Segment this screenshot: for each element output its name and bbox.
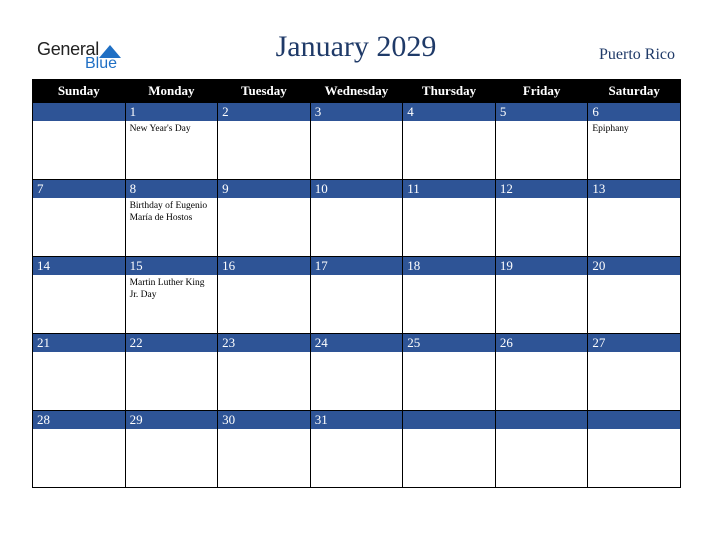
day-number bbox=[588, 411, 680, 429]
calendar-day-cell bbox=[310, 334, 403, 411]
calendar-week-row bbox=[33, 103, 681, 180]
calendar-day-cell bbox=[125, 103, 218, 180]
holiday-label: Birthday of Eugenio María de Hostos bbox=[129, 201, 208, 223]
weekday-monday: Monday bbox=[125, 80, 218, 103]
day-number: 7 bbox=[33, 180, 125, 198]
holiday-label bbox=[403, 198, 495, 200]
holiday-label bbox=[311, 198, 403, 200]
day-number: 22 bbox=[126, 334, 218, 352]
calendar-week-row bbox=[33, 180, 681, 257]
calendar-day-cell bbox=[218, 334, 311, 411]
day-number: 23 bbox=[218, 334, 310, 352]
holiday-label bbox=[496, 429, 588, 431]
holiday-label bbox=[496, 275, 588, 277]
day-number bbox=[403, 411, 495, 429]
day-number: 4 bbox=[403, 103, 495, 121]
calendar-day-cell bbox=[125, 257, 218, 334]
day-number: 18 bbox=[403, 257, 495, 275]
day-number: 24 bbox=[311, 334, 403, 352]
holiday-label bbox=[218, 275, 310, 277]
calendar-day-cell bbox=[495, 411, 588, 488]
weekday-wednesday: Wednesday bbox=[310, 80, 403, 103]
calendar-day-cell bbox=[495, 334, 588, 411]
calendar-week-row bbox=[33, 334, 681, 411]
day-number: 28 bbox=[33, 411, 125, 429]
logo-text-blue: Blue bbox=[85, 55, 118, 72]
day-number: 1 bbox=[126, 103, 218, 121]
day-number: 9 bbox=[218, 180, 310, 198]
holiday-label bbox=[311, 275, 403, 277]
holiday-label bbox=[403, 275, 495, 277]
calendar-day-cell bbox=[495, 180, 588, 257]
calendar-day-cell bbox=[218, 103, 311, 180]
holiday-label bbox=[311, 429, 403, 431]
calendar-day-cell bbox=[495, 257, 588, 334]
holiday-label bbox=[218, 352, 310, 354]
calendar-day-cell bbox=[588, 103, 681, 180]
calendar-day-cell bbox=[218, 411, 311, 488]
calendar-day-cell bbox=[33, 411, 126, 488]
day-number: 29 bbox=[126, 411, 218, 429]
day-number: 10 bbox=[311, 180, 403, 198]
holiday-label bbox=[311, 121, 403, 123]
calendar-day-cell bbox=[403, 180, 496, 257]
holiday-label bbox=[496, 352, 588, 354]
calendar-day-cell bbox=[33, 103, 126, 180]
day-number: 6 bbox=[588, 103, 680, 121]
holiday-label bbox=[33, 429, 125, 431]
calendar-day-cell bbox=[403, 411, 496, 488]
weekday-thursday: Thursday bbox=[403, 80, 496, 103]
holiday-label: Martin Luther King Jr. Day bbox=[129, 278, 205, 300]
holiday-label bbox=[403, 121, 495, 123]
day-number: 17 bbox=[311, 257, 403, 275]
calendar-day-cell bbox=[403, 103, 496, 180]
holiday-label bbox=[311, 352, 403, 354]
calendar-week-row bbox=[33, 411, 681, 488]
day-number: 16 bbox=[218, 257, 310, 275]
calendar-title: January 2029 bbox=[275, 30, 437, 63]
day-number: 26 bbox=[496, 334, 588, 352]
holiday-label bbox=[588, 198, 680, 200]
holiday-label bbox=[588, 352, 680, 354]
day-number: 11 bbox=[403, 180, 495, 198]
weekday-sunday: Sunday bbox=[33, 80, 126, 103]
holiday-label bbox=[218, 429, 310, 431]
calendar-day-cell bbox=[218, 180, 311, 257]
holiday-label bbox=[218, 121, 310, 123]
calendar-day-cell bbox=[403, 257, 496, 334]
region-label: Puerto Rico bbox=[599, 46, 675, 63]
calendar-day-cell bbox=[588, 334, 681, 411]
day-number: 12 bbox=[496, 180, 588, 198]
calendar-day-cell bbox=[495, 103, 588, 180]
calendar-day-cell bbox=[310, 180, 403, 257]
day-number: 15 bbox=[126, 257, 218, 275]
day-number: 2 bbox=[218, 103, 310, 121]
day-number bbox=[496, 411, 588, 429]
calendar-day-cell bbox=[588, 411, 681, 488]
weekday-header-row bbox=[33, 80, 681, 103]
holiday-label bbox=[33, 275, 125, 277]
weekday-tuesday: Tuesday bbox=[218, 80, 311, 103]
holiday-label bbox=[496, 198, 588, 200]
day-number: 27 bbox=[588, 334, 680, 352]
day-number bbox=[33, 103, 125, 121]
day-number: 30 bbox=[218, 411, 310, 429]
logo-text-general: General bbox=[37, 39, 99, 59]
holiday-label bbox=[33, 198, 125, 200]
holiday-label bbox=[126, 429, 218, 431]
calendar-day-cell bbox=[310, 257, 403, 334]
holiday-label: New Year's Day bbox=[129, 124, 191, 134]
holiday-label bbox=[33, 121, 125, 123]
holiday-label bbox=[588, 429, 680, 431]
holiday-label bbox=[126, 352, 218, 354]
weekday-saturday: Saturday bbox=[588, 80, 681, 103]
calendar-day-cell bbox=[125, 334, 218, 411]
holiday-label bbox=[218, 198, 310, 200]
holiday-label bbox=[588, 275, 680, 277]
calendar-day-cell bbox=[33, 257, 126, 334]
calendar-day-cell bbox=[33, 180, 126, 257]
day-number: 5 bbox=[496, 103, 588, 121]
calendar-week-row bbox=[33, 257, 681, 334]
weekday-friday: Friday bbox=[495, 80, 588, 103]
day-number: 31 bbox=[311, 411, 403, 429]
day-number: 21 bbox=[33, 334, 125, 352]
holiday-label: Epiphany bbox=[592, 124, 629, 134]
calendar-day-cell bbox=[218, 257, 311, 334]
holiday-label bbox=[403, 352, 495, 354]
calendar-day-cell bbox=[403, 334, 496, 411]
day-number: 19 bbox=[496, 257, 588, 275]
day-number: 14 bbox=[33, 257, 125, 275]
holiday-label bbox=[403, 429, 495, 431]
calendar-day-cell bbox=[125, 411, 218, 488]
calendar-day-cell bbox=[310, 411, 403, 488]
calendar-day-cell bbox=[125, 180, 218, 257]
day-number: 20 bbox=[588, 257, 680, 275]
holiday-label bbox=[33, 352, 125, 354]
calendar-day-cell bbox=[588, 180, 681, 257]
day-number: 13 bbox=[588, 180, 680, 198]
calendar-day-cell bbox=[310, 103, 403, 180]
calendar-day-cell bbox=[588, 257, 681, 334]
day-number: 25 bbox=[403, 334, 495, 352]
day-number: 8 bbox=[126, 180, 218, 198]
calendar-grid bbox=[32, 79, 681, 488]
day-number: 3 bbox=[311, 103, 403, 121]
calendar-day-cell bbox=[33, 334, 126, 411]
holiday-label bbox=[496, 121, 588, 123]
